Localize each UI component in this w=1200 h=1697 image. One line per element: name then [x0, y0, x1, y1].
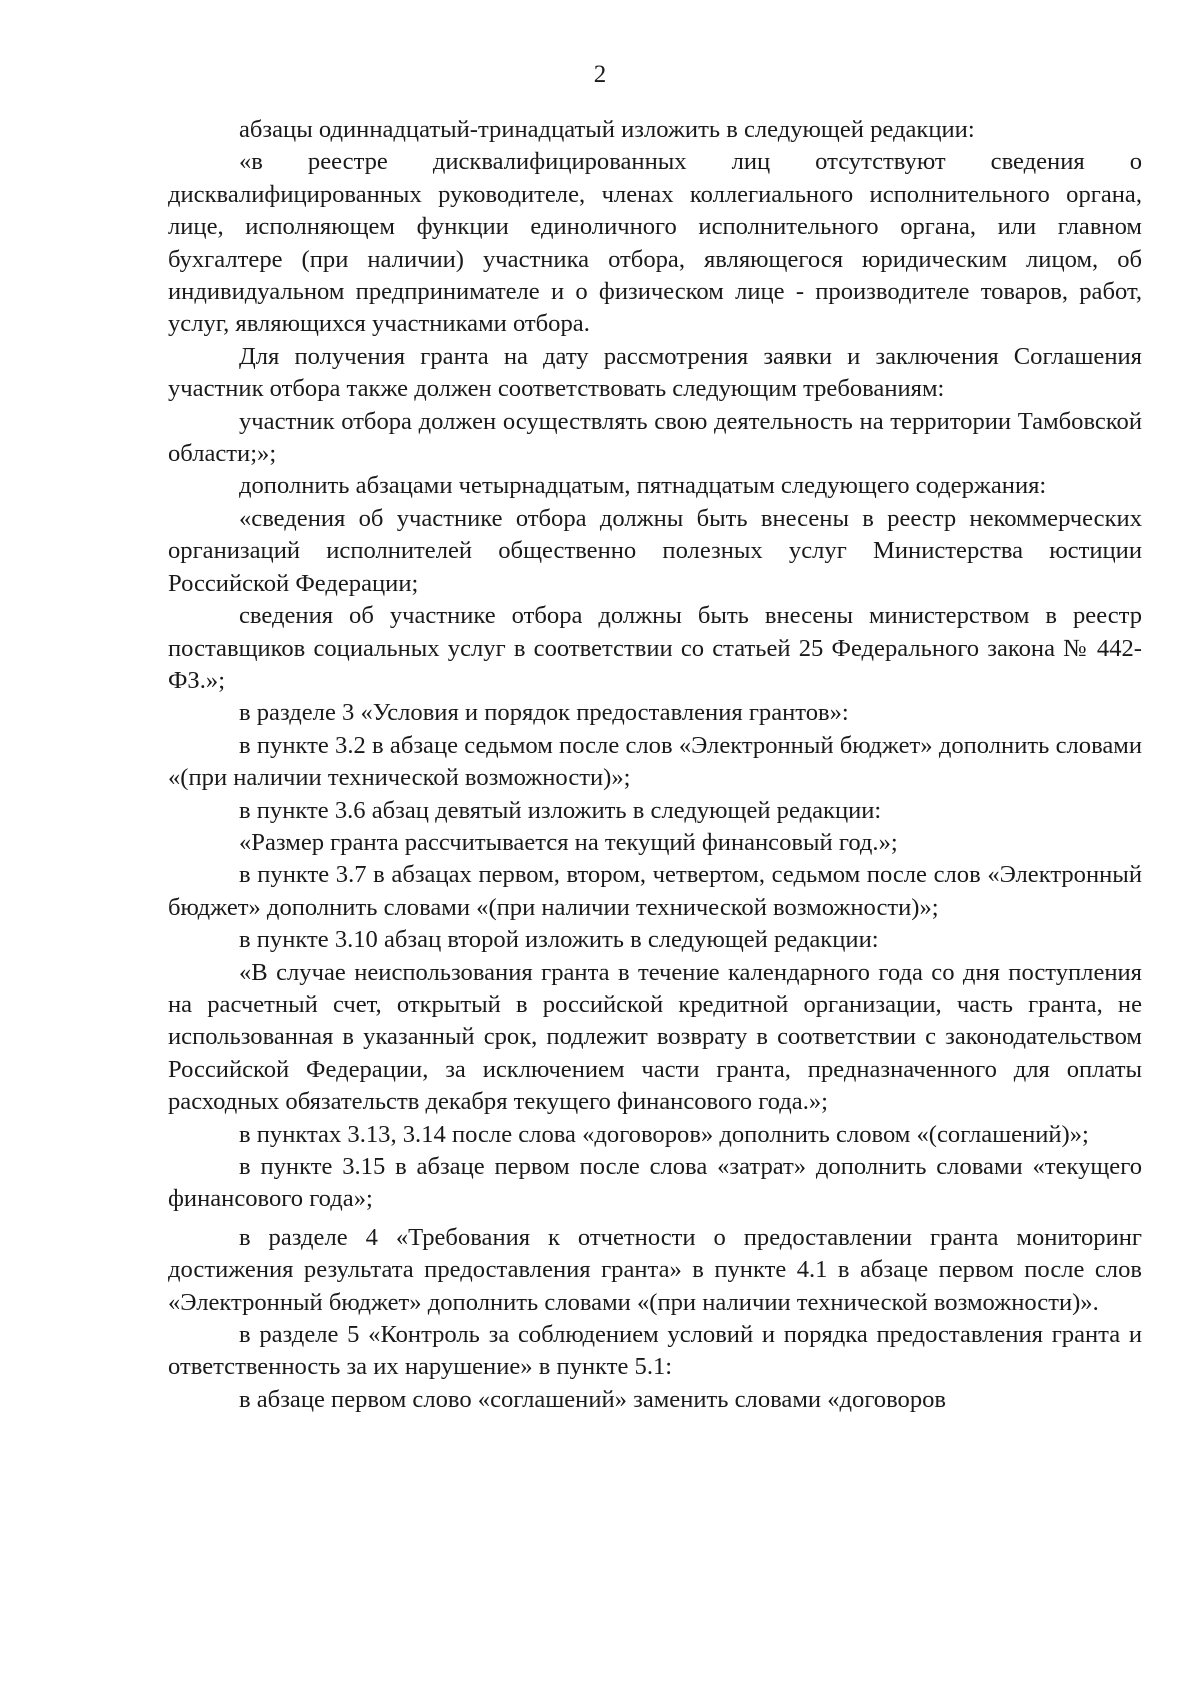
paragraph: участник отбора должен осуществлять свою деятельность на территории Тамбовской области;»;: [168, 407, 1142, 468]
paragraph: «В случае неиспользования гранта в течение календарного года со дня поступления на расчетный счет, открытый в российской кредитной организации, часть гранта, не использованная в указанный срок, подлежит возврату в соответствии с законодательством Российской Федерации, за исключением части гранта, предназначенного для оплаты расходных обязательств декабря текущего финансового года.»;: [168, 958, 1142, 1116]
document-body: [168, 114, 1142, 1416]
paragraph: «в реестре дисквалифицированных лиц отсутствуют сведения о дисквалифицированных руководителе, членах коллегиального исполнительного органа, лице, исполняющем функции единоличного исполнительного органа, или главном бухгалтере (при наличии) участника отбора, являющегося юридическим лицом, об индивидуальном предпринимателе и о физическом лице - производителе товаров, работ, услуг, являющихся участниками отбора.: [168, 148, 1142, 338]
paragraph: «Размер гранта рассчитывается на текущий финансовый год.»;: [239, 828, 898, 856]
paragraph: абзацы одиннадцатый-тринадцатый изложить в следующей редакции:: [239, 116, 975, 143]
paragraph: в пункте 3.10 абзац второй изложить в следующей редакции:: [239, 926, 879, 954]
paragraph: в пункте 3.15 в абзаце первом после слова «затрат» дополнить словами «текущего финансового года»;: [168, 1153, 1142, 1213]
paragraph: в пунктах 3.13, 3.14 после слова «договоров» дополнить словом «(соглашений)»;: [239, 1120, 1089, 1148]
paragraph: в пункте 3.7 в абзацах первом, втором, четвертом, седьмом после слов «Электронный бюджет» дополнить словами «(при наличии технической возможности)»;: [168, 861, 1142, 921]
paragraph: сведения об участнике отбора должны быть внесены министерством в реестр поставщиков социальных услуг в соответствии со статьей 25 Федерального закона № 442-ФЗ.»;: [168, 602, 1142, 694]
paragraph: в пункте 3.2 в абзаце седьмом после слов «Электронный бюджет» дополнить словами «(при наличии технической возможности)»;: [168, 731, 1142, 792]
paragraph: в разделе 3 «Условия и порядок предоставления грантов»:: [239, 699, 849, 727]
paragraph: в пункте 3.6 абзац девятый изложить в следующей редакции:: [239, 796, 882, 824]
paragraph: в разделе 4 «Требования к отчетности о предоставлении гранта мониторинг достижения результата предоставления гранта» в пункте 4.1 в абзаце первом после слов «Электронный бюджет» дополнить словами «(при наличии технической возможности)».: [168, 1223, 1142, 1316]
paragraph: в разделе 5 «Контроль за соблюдением условий и порядка предоставления гранта и ответственность за их нарушение» в пункте 5.1:: [168, 1321, 1142, 1381]
paragraph: «сведения об участнике отбора должны быть внесены в реестр некоммерческих организаций исполнителей общественно полезных услуг Министерства юстиции Российской Федерации;: [168, 504, 1142, 597]
page-number: 2: [593, 61, 607, 88]
paragraph: Для получения гранта на дату рассмотрения заявки и заключения Соглашения участник отбора также должен соответствовать следующим требованиям:: [168, 342, 1142, 403]
paragraph: дополнить абзацами четырнадцатым, пятнадцатым следующего содержания:: [239, 472, 1047, 500]
paragraph: в абзаце первом слово «соглашений» заменить словами «договоров: [239, 1385, 947, 1413]
